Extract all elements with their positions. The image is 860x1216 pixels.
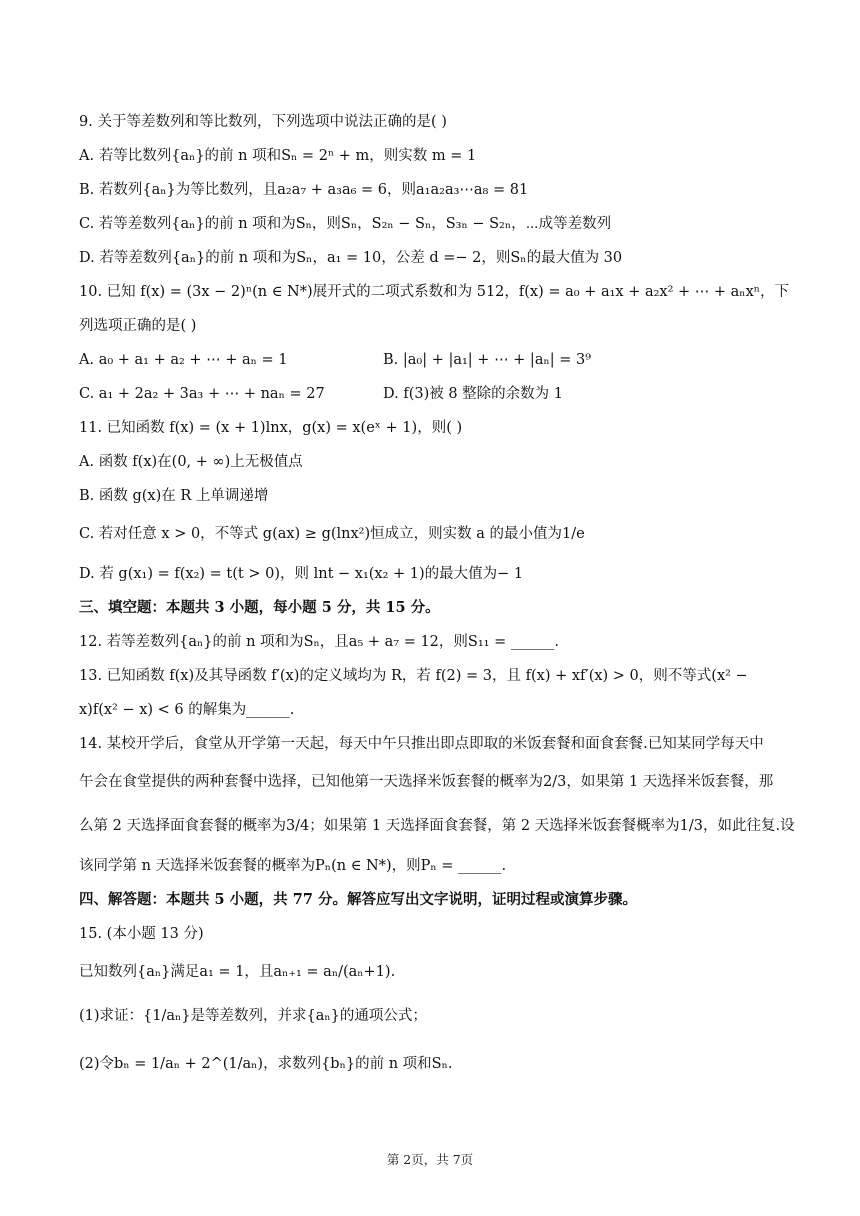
q11-stem: 11. 已知函数 f(x) = (x + 1)lnx，g(x) = x(eˣ + 1)，则( ) xyxy=(79,420,463,436)
q14-line2: 午会在食堂提供的两种套餐中选择，已知他第一天选择米饭套餐的概率为2/3，如果第 1 天选择米饭套餐，那 xyxy=(79,774,774,790)
q10-option-d: D. f(3)被 8 整除的余数为 1 xyxy=(383,386,564,402)
q15-part2: (2)令bₙ = 1/aₙ + 2^(1/aₙ)，求数列{bₙ}的前 n 项和Sₙ. xyxy=(79,1056,453,1072)
q9-option-a: A. 若等比数列{aₙ}的前 n 项和Sₙ = 2ⁿ + m，则实数 m = 1 xyxy=(79,148,477,164)
q11-option-b: B. 函数 g(x)在 R 上单调递增 xyxy=(79,488,269,504)
q14-line4: 该同学第 n 天选择米饭套餐的概率为Pₙ(n ∈ N*)，则Pₙ = ______. xyxy=(79,858,507,874)
q10-option-row1 xyxy=(79,350,799,370)
q10-option-c: C. a₁ + 2a₂ + 3a₃ + ⋯ + naₙ = 27 xyxy=(79,386,325,402)
section-fill-in-heading: 三、填空题：本题共 3 小题，每小题 5 分，共 15 分。 xyxy=(79,599,440,616)
q9-option-c: C. 若等差数列{aₙ}的前 n 项和为Sₙ，则Sₙ，S₂ₙ − Sₙ，S₃ₙ − S₂ₙ，⋯成等差数列 xyxy=(79,216,612,232)
q13-line2: x)f(x² − x) < 6 的解集为______. xyxy=(79,702,295,718)
section-answer-heading: 四、解答题：本题共 5 小题，共 77 分。解答应写出文字说明，证明过程或演算步骤。 xyxy=(79,891,637,908)
q10-option-b: B. |a₀| + |a₁| + ⋯ + |aₙ| = 3⁹ xyxy=(383,352,592,368)
q15-given: 已知数列{aₙ}满足a₁ = 1，且aₙ₊₁ = aₙ/(aₙ+1). xyxy=(79,964,396,980)
q10-stem-line2: 列选项正确的是( ) xyxy=(79,318,197,334)
q14-line3: 么第 2 天选择面食套餐的概率为3/4；如果第 1 天选择面食套餐，第 2 天选择米饭套餐概率为1/3，如此往复.设 xyxy=(79,818,795,834)
q10-option-row2 xyxy=(79,384,799,404)
page-footer: 第 2页，共 7页 xyxy=(386,1152,474,1167)
q15-header: 15. (本小题 13 分) xyxy=(79,926,204,942)
q15-part1: (1)求证：{1/aₙ}是等差数列，并求{aₙ}的通项公式； xyxy=(79,1008,427,1024)
q9-option-d: D. 若等差数列{aₙ}的前 n 项和为Sₙ，a₁ = 10，公差 d =− 2，则Sₙ的最大值为 30 xyxy=(79,250,623,266)
q11-option-a: A. 函数 f(x)在(0, + ∞)上无极值点 xyxy=(79,454,303,470)
q9-stem: 9. 关于等差数列和等比数列，下列选项中说法正确的是( ) xyxy=(79,114,447,130)
q9-option-b: B. 若数列{aₙ}为等比数列，且a₂a₇ + a₃a₆ = 6，则a₁a₂a₃⋯a₈ = 81 xyxy=(79,182,529,198)
q13-line1: 13. 已知函数 f(x)及其导函数 f′(x)的定义域均为 R，若 f(2) = 3，且 f(x) + xf′(x) > 0，则不等式(x² − xyxy=(79,668,748,684)
q10-option-a: A. a₀ + a₁ + a₂ + ⋯ + aₙ = 1 xyxy=(79,352,288,368)
q11-option-c: C. 若对任意 x > 0，不等式 g(ax) ≥ g(lnx²)恒成立，则实数 a 的最小值为1/e xyxy=(79,526,585,542)
q10-stem-line1: 10. 已知 f(x) = (3x − 2)ⁿ(n ∈ N*)展开式的二项式系数和为 512，f(x) = a₀ + a₁x + a₂x² + ⋯ + aₙxⁿ，下 xyxy=(79,284,790,300)
q14-line1: 14. 某校开学后，食堂从开学第一天起，每天中午只推出即点即取的米饭套餐和面食套餐.已知某同学每天中 xyxy=(79,736,764,752)
q12: 12. 若等差数列{aₙ}的前 n 项和为Sₙ，且a₅ + a₇ = 12，则S₁₁ = ______. xyxy=(79,634,559,650)
q11-option-d: D. 若 g(x₁) = f(x₂) = t(t > 0)，则 lnt − x₁(x₂ + 1)的最大值为− 1 xyxy=(79,566,524,582)
